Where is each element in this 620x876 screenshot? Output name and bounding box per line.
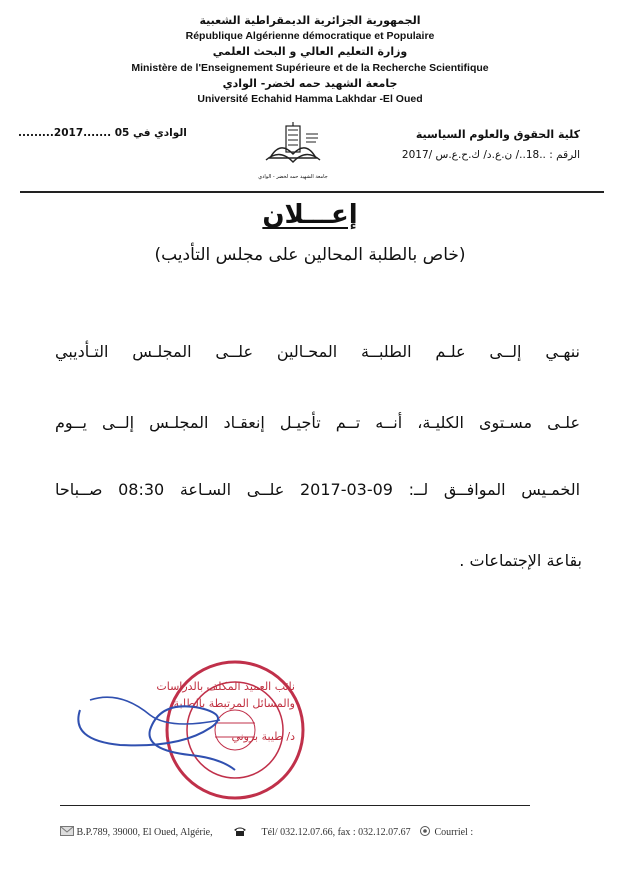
reference-number: الرقم : ..18../ ن.ع.د/ ك.ح.ع.س /2017 [401,149,580,161]
signatory-title-line-2: والمسائل المرتبطة بالطلبة [173,697,295,710]
ministry-fr: Ministère de l'Enseignement Supérieure et de la Recherche Scientifique [131,62,489,74]
body-line-2: علـى مسـتوى الكليـة، أنــه تــم تأجيـل إنعقـاد المجلـس إلــى يــوم [55,413,580,432]
signatory-title-line-1: نائب العميد المكلف بالدراسات [156,680,295,693]
university-fr: Université Echahid Hamma Lakhdar -El Oued [197,93,423,105]
republic-fr: République Algérienne démocratique et Populaire [185,30,435,42]
header-divider [20,191,604,193]
footer-email-label: Courriel : [434,826,474,838]
announcement-title: إعـــلان [262,200,358,230]
mail-icon [60,826,74,839]
date-line: الوادي في 05 .......2017......... [18,127,187,139]
body-line-3: الخمـيس الموافــق لــ: 09-03-2017 علــى السـاعة 08:30 صــباحا [55,480,581,499]
university-logo [258,120,328,178]
footer-divider [60,805,530,806]
signatory-name: د/ طيبة بروني [231,730,295,743]
footer-email [418,826,473,839]
footer-address-text: B.P.789, 39000, El Oued, Algérie, [76,826,213,838]
announcement-subtitle: (خاص بالطلبة المحالين على مجلس التأديب) [154,245,466,265]
ministry-ar: وزارة التعليم العالي و البحث العلمي [212,45,408,58]
email-icon [418,826,432,839]
footer-phone [233,826,411,839]
logo-caption: جامعة الشهيد حمه لخضر - الوادي [258,174,328,180]
republic-ar: الجمهورية الجزائرية الديمقراطية الشعبية [199,14,421,27]
footer-address [60,826,213,839]
body-line-4: بقاعة الإجتماعات . [459,551,582,570]
body-line-1: ننهـي إلــى علـم الطلبــة المحـالين علــى المجلـس التـأديبي [55,342,580,361]
handwritten-signature [60,670,260,780]
faculty-name: كلية الحقوق والعلوم السياسية [415,128,580,141]
telephone-icon [233,826,247,839]
footer-phone-text: Tél/ 032.12.07.66, fax : 032.12.07.67 [261,826,411,838]
university-ar: جامعة الشهيد حمه لخضر- الوادي [222,77,398,90]
